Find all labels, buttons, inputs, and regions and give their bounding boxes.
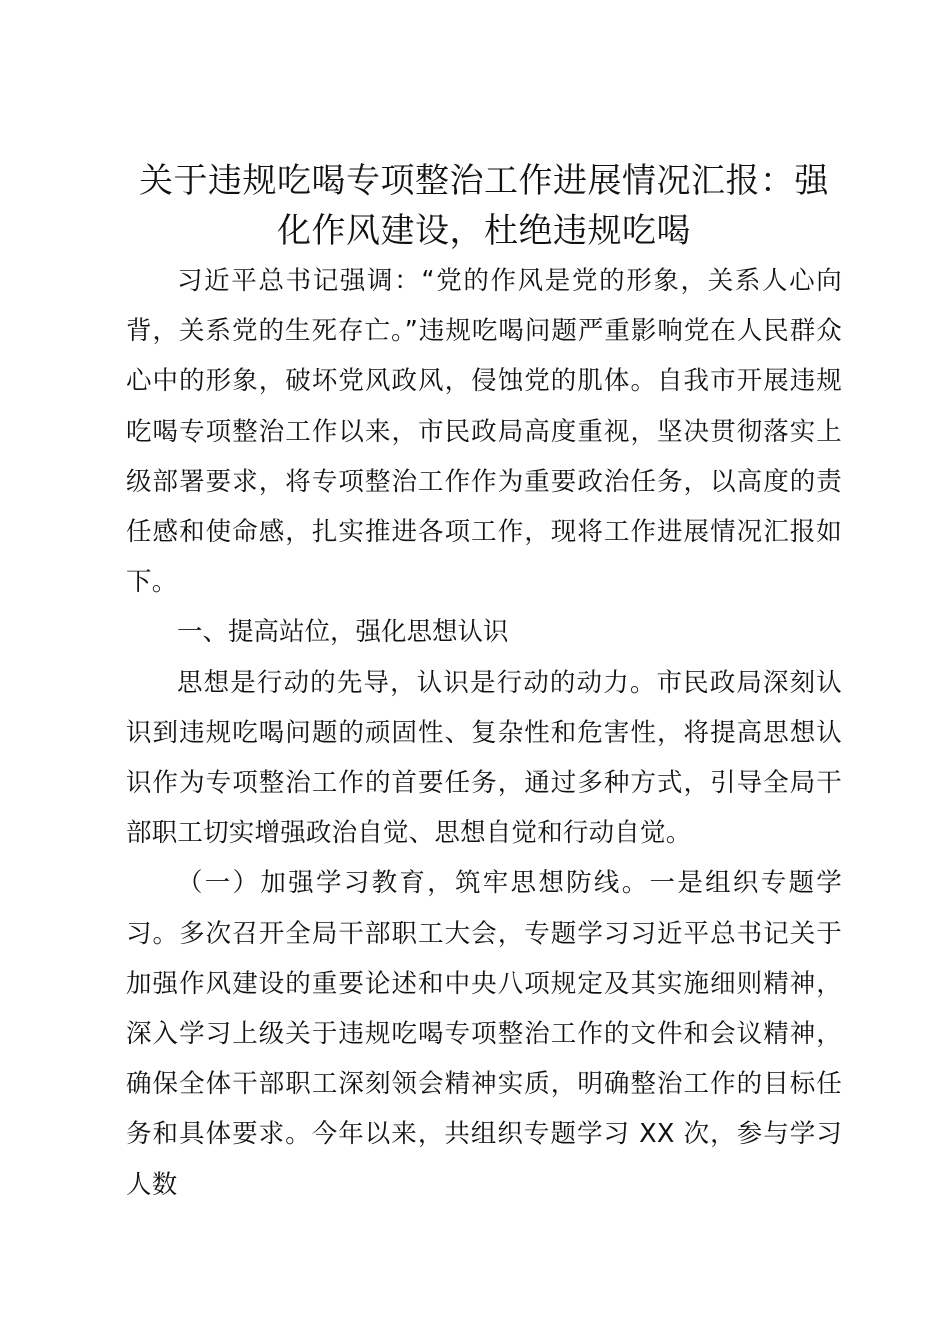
intro-paragraph: 习近平总书记强调：“党的作风是党的形象，关系人心向背，关系党的生死存亡。”违规吃喝问题严重影响党在人民群众心中的形象，破坏党风政风，侵蚀党的肌体。自我市开展违规吃喝专项整治工作以来，市民政局高度重视，坚决贯彻落实上级部署要求，将专项整治工作作为重要政治任务，以高度的责任感和使命感，扎实推进各项工作，现将工作进展情况汇报如下。 bbox=[126, 266, 842, 598]
section-1-paragraph: 思想是行动的先导，认识是行动的动力。市民政局深刻认识到违规吃喝问题的顽固性、复杂性和危害性，将提高思想认识作为专项整治工作的首要任务，通过多种方式，引导全局干部职工切实增强政治自觉、思想自觉和行动自觉。 bbox=[126, 667, 842, 849]
title-line-1: 关于违规吃喝专项整治工作进展情况汇报：强 bbox=[139, 161, 829, 201]
title-line-2: 化作风建设，杜绝违规吃喝 bbox=[277, 211, 691, 251]
section-1-subsection-1: （一）加强学习教育，筑牢思想防线。一是组织专题学习。多次召开全局干部职工大会，专题学习习近平总书记关于加强作风建设的重要论述和中央八项规定及其实施细则精神，深入学习上级关于违规吃喝专项整治工作的文件和会议精神，确保全体干部职工深刻领会精神实质，明确整治工作的目标任务和具体要求。今年以来，共组织专题学习 XX 次，参与学习人数 bbox=[126, 868, 842, 1200]
document-body bbox=[126, 156, 842, 1210]
section-heading-1: 一、提高站位，强化思想认识 bbox=[177, 617, 509, 648]
document-title bbox=[126, 156, 842, 256]
